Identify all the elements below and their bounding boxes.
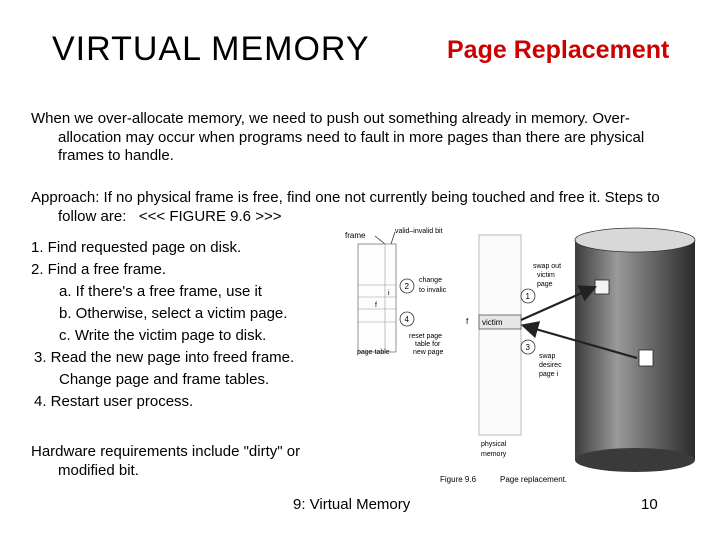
- step-2-text-2: to invalic: [419, 287, 447, 294]
- figure-caption-number: Figure 9.6: [440, 475, 477, 484]
- slide-topic: Page Replacement: [447, 36, 670, 64]
- step-2-text-1: change: [419, 277, 442, 284]
- physical-memory-label-1: physical: [481, 441, 507, 448]
- hardware-line-2: modified bit.: [58, 462, 139, 479]
- backing-store-disk: [575, 228, 695, 472]
- step-2b: b. Otherwise, select a victim page.: [59, 305, 288, 322]
- step-3-continued: Change page and frame tables.: [59, 371, 270, 388]
- step-2-number: 2: [404, 282, 409, 291]
- step-3-text-3: page i: [539, 371, 559, 378]
- step-2a: a. If there's a free frame, use it: [59, 283, 262, 300]
- footer-chapter: 9: Virtual Memory: [293, 496, 411, 513]
- valid-pointer-line: [391, 232, 395, 244]
- step-3-text-1: swap: [539, 353, 556, 360]
- row-f-frame: f: [375, 302, 377, 309]
- step-1-text-1: swap out: [533, 263, 562, 270]
- step-4-text-3: new page: [413, 349, 444, 356]
- desired-page-on-disk: [639, 350, 653, 366]
- frame-label: frame: [345, 231, 366, 240]
- step-3-number: 3: [525, 343, 530, 352]
- physical-memory-label-2: memory: [481, 451, 507, 458]
- step-3: 3. Read the new page into freed frame.: [34, 349, 295, 366]
- frame-f-label: f: [466, 317, 469, 326]
- slide-title: VIRTUAL MEMORY: [52, 30, 370, 68]
- frame-pointer-line: [375, 236, 385, 244]
- intro-line-1: When we over-allocate memory, we need to push out something already in memory. Over-: [31, 110, 630, 127]
- page-replacement-figure: [335, 220, 720, 495]
- intro-line-2: allocation may occur when programs need to fault in more pages than there are physical: [58, 128, 645, 146]
- step-2: 2. Find a free frame.: [31, 261, 167, 278]
- step-1-text-2: victim: [537, 272, 555, 279]
- hardware-line-1: Hardware requirements include "dirty" or: [31, 443, 301, 460]
- step-3-text-2: desirec: [539, 362, 562, 369]
- step-1-number: 1: [525, 292, 530, 301]
- step-4-text-1: reset page: [409, 333, 443, 340]
- page-table: [358, 244, 396, 352]
- intro-paragraph: [31, 110, 703, 166]
- step-4-number: 4: [404, 315, 409, 324]
- footer-page-number: 10: [641, 496, 658, 513]
- intro-line-3: frames to handle.: [58, 147, 174, 164]
- step-2c: c. Write the victim page to disk.: [59, 327, 267, 344]
- victim-label: victim: [482, 318, 503, 327]
- step-1: 1. Find requested page on disk.: [31, 239, 242, 256]
- physical-memory: [479, 235, 521, 435]
- approach-line-2-prefix: follow are:: [58, 207, 127, 225]
- approach-line-1: Approach: If no physical frame is free, find one not currently being touched and free it. Steps to: [31, 189, 660, 206]
- step-4-text-2: table for: [415, 341, 441, 348]
- figure-reference: <<< FIGURE 9.6 >>>: [138, 207, 282, 225]
- steps-list: [31, 237, 294, 413]
- row-i-bit: i: [388, 290, 390, 297]
- page-table-label: page table: [357, 349, 390, 356]
- valid-invalid-label: valid–invalid bit: [395, 228, 443, 235]
- victim-page-on-disk: [595, 280, 609, 294]
- step-1-text-3: page: [537, 281, 553, 288]
- hardware-paragraph: [31, 442, 341, 480]
- step-4: 4. Restart user process.: [34, 393, 194, 410]
- figure-caption-text: Page replacement.: [500, 475, 568, 484]
